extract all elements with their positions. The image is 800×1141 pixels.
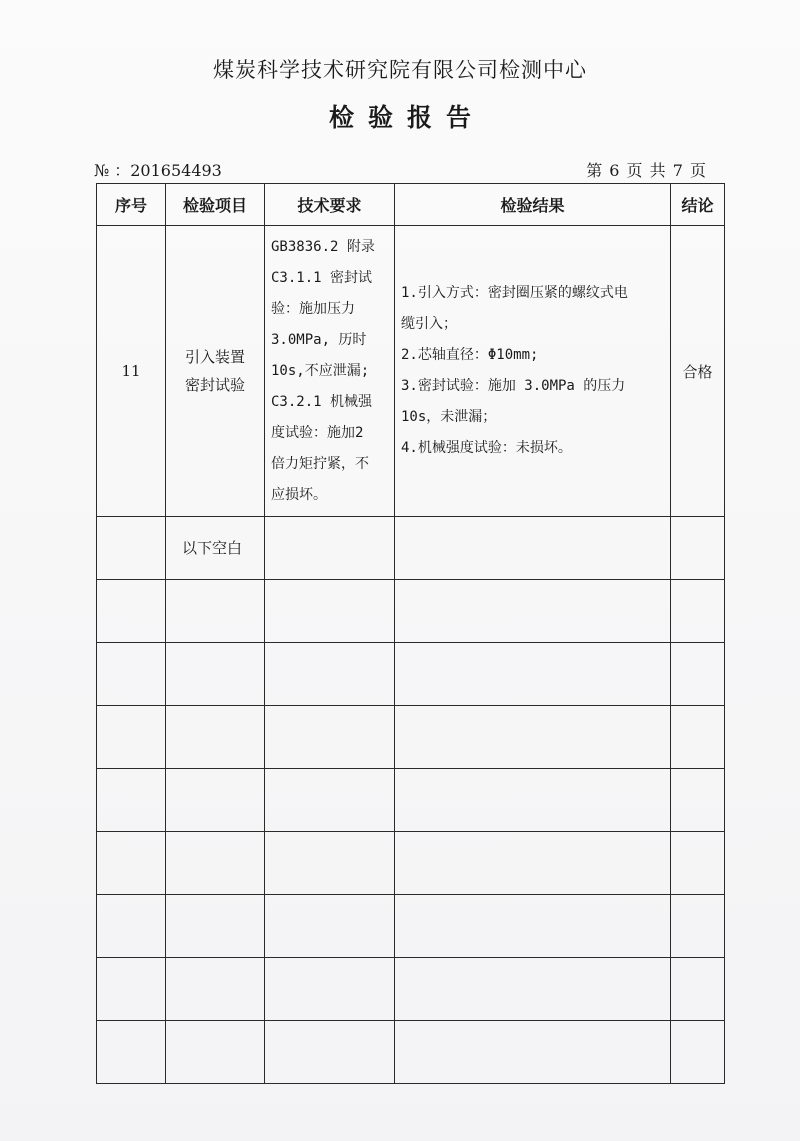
blank-cell [265, 1021, 395, 1084]
blank-cell [97, 895, 166, 958]
row-conclusion: 合格 [671, 226, 725, 517]
table-row [97, 706, 725, 769]
blank-cell [671, 832, 725, 895]
requirement-line: C3.2.1 机械强 [271, 393, 373, 410]
blank-cell [395, 706, 671, 769]
blank-cell [671, 1021, 725, 1084]
blank-cell [671, 706, 725, 769]
blank-cell [671, 643, 725, 706]
blank-cell [265, 895, 395, 958]
blank-cell [166, 769, 265, 832]
blank-cell [395, 769, 671, 832]
blank-cell [671, 580, 725, 643]
blank-cell [265, 769, 395, 832]
table-row [97, 958, 725, 1021]
blank-cell [395, 643, 671, 706]
blank-cell [97, 958, 166, 1021]
result-line: 3.密封试验：施加 3.0MPa 的压力 [401, 378, 626, 394]
blank-cell [671, 958, 725, 1021]
test-item-line: 引入装置 [184, 348, 245, 366]
blank-cell [265, 958, 395, 1021]
report-title: 检验报告 [328, 103, 485, 132]
row-test-item [166, 226, 265, 517]
result-line: 2.芯轴直径：Φ10mm; [401, 347, 539, 363]
table-row [97, 832, 725, 895]
blank-cell [166, 580, 265, 643]
blank-cell [671, 895, 725, 958]
blank-cell [671, 769, 725, 832]
report-number [94, 158, 222, 181]
row-seq-no: 11 [97, 226, 166, 517]
header-conclusion: 结论 [671, 184, 725, 226]
blank-cell [265, 706, 395, 769]
report-number-label: № ： [94, 161, 131, 180]
blank-cell [395, 517, 671, 580]
requirement-line: 10s,不应泄漏; [271, 362, 370, 379]
row-tech-requirement [265, 226, 395, 517]
table-row [97, 1021, 725, 1084]
requirement-line: C3.1.1 密封试 [271, 269, 373, 286]
blank-cell [97, 706, 166, 769]
blank-cell [97, 517, 166, 580]
blank-cell [395, 1021, 671, 1084]
organization-name: 煤炭科学技术研究院有限公司检测中心 [213, 58, 587, 82]
header-seq-no: 序号 [97, 184, 166, 226]
blank-cell [265, 517, 395, 580]
requirement-line: 验：施加压力 [271, 300, 355, 317]
inspection-table [96, 183, 725, 1084]
table-row [97, 769, 725, 832]
table-row [97, 517, 725, 580]
blank-cell [395, 580, 671, 643]
requirement-line: 应损坏。 [271, 486, 327, 503]
blank-note: 以下空白 [166, 517, 265, 580]
page-indicator: 第 6 页 共 7 页 [586, 161, 707, 180]
blank-cell [671, 517, 725, 580]
table-header-row [97, 184, 725, 226]
blank-cell [395, 895, 671, 958]
requirement-line: 倍力矩拧紧，不 [271, 455, 369, 472]
blank-cell [166, 895, 265, 958]
table-row [97, 226, 725, 517]
blank-cell [265, 643, 395, 706]
requirement-line: 度试验：施加2 [271, 424, 364, 441]
requirement-line: GB3836.2 附录 [271, 238, 375, 255]
table-row [97, 895, 725, 958]
blank-cell [166, 832, 265, 895]
blank-cell [97, 643, 166, 706]
blank-cell [97, 769, 166, 832]
blank-cell [265, 832, 395, 895]
result-line: 缆引入； [401, 316, 457, 332]
blank-cell [97, 832, 166, 895]
blank-cell [395, 958, 671, 1021]
test-item-line: 密封试验 [184, 376, 245, 394]
table-row [97, 580, 725, 643]
blank-cell [265, 580, 395, 643]
blank-cell [166, 643, 265, 706]
header-tech-requirement: 技术要求 [265, 184, 395, 226]
result-line: 10s，未泄漏； [401, 409, 497, 425]
table-row [97, 643, 725, 706]
blank-cell [166, 1021, 265, 1084]
header-test-item: 检验项目 [166, 184, 265, 226]
blank-cell [166, 958, 265, 1021]
blank-cell [97, 1021, 166, 1084]
result-line: 1.引入方式：密封圈压紧的螺纹式电 [401, 285, 628, 301]
blank-cell [166, 706, 265, 769]
blank-cell [395, 832, 671, 895]
blank-cell [97, 580, 166, 643]
header-test-result: 检验结果 [395, 184, 671, 226]
row-test-result [395, 226, 671, 517]
requirement-line: 3.0MPa, 历时 [271, 331, 367, 348]
result-line: 4.机械强度试验：未损坏。 [401, 440, 572, 456]
report-number-value: 201654493 [130, 161, 222, 180]
